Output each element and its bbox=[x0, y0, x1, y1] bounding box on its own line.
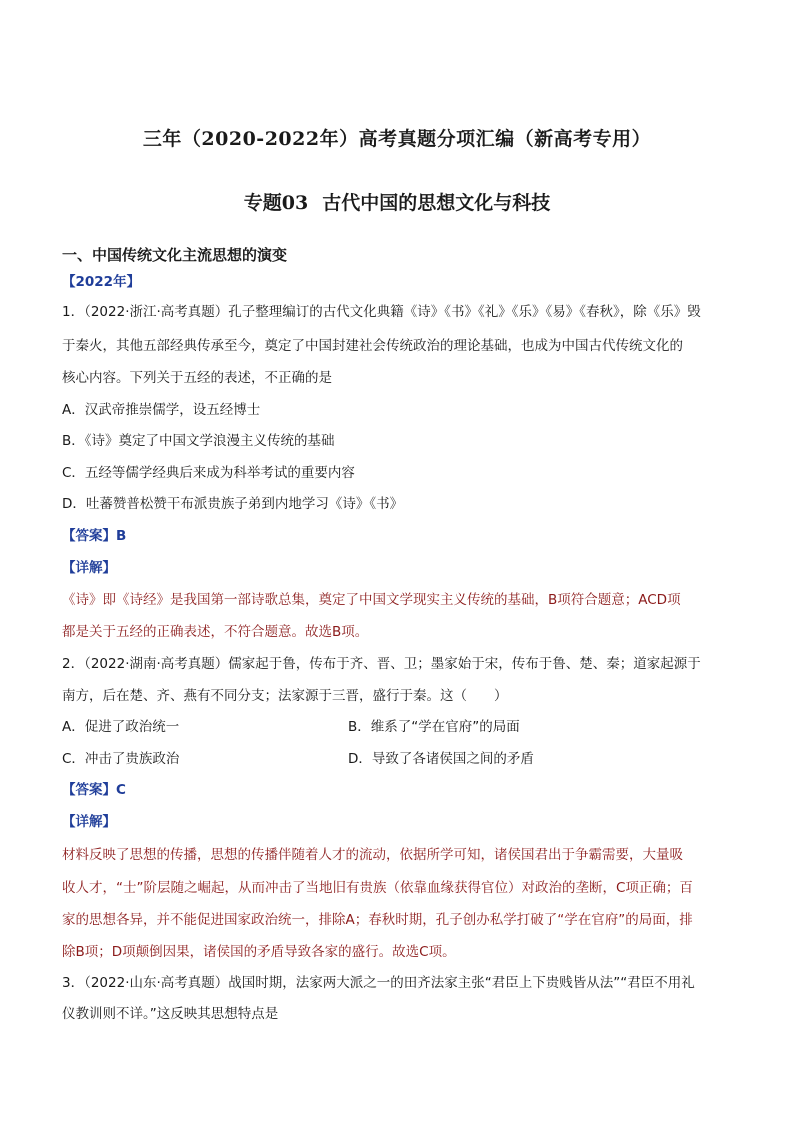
q2-detail-line4: 除B项；D项颠倒因果，诸侯国的矛盾导致各家的盛行。故选C项。 bbox=[62, 944, 456, 960]
q2-option-c: C．冲击了贵族政治 bbox=[62, 751, 180, 767]
q1-option-d: D．吐蕃赞普松赞干布派贵族子弟到内地学习《诗》《书》 bbox=[62, 496, 404, 512]
q1-stem-line3: 核心内容。下列关于五经的表述，不正确的是 bbox=[62, 370, 332, 386]
topic-name: 古代中国的思想文化与科技 bbox=[322, 192, 551, 214]
q2-option-d: D．导致了各诸侯国之间的矛盾 bbox=[348, 751, 534, 767]
q2-detail-line2: 收人才，“士”阶层随之崛起，从而冲击了当地旧有贵族（依靠血缘获得官位）对政治的垄断，C项正确；百 bbox=[62, 880, 693, 896]
year-tag: 【2022年】 bbox=[62, 274, 141, 290]
q1-detail-line1: 《诗》即《诗经》是我国第一部诗歌总集，奠定了中国文学现实主义传统的基础，B项符合题意；ACD项 bbox=[62, 592, 681, 608]
q2-answer: 【答案】C bbox=[62, 782, 126, 798]
section-heading: 一、中国传统文化主流思想的演变 bbox=[62, 246, 288, 264]
document-subtitle bbox=[0, 188, 794, 215]
q1-option-a: A．汉武帝推崇儒学，设五经博士 bbox=[62, 402, 261, 418]
q2-option-b: B．维系了“学在官府”的局面 bbox=[348, 719, 520, 735]
q1-stem-line1: 1．（2022·浙江·高考真题）孔子整理编订的古代文化典籍《诗》《书》《礼》《乐》《易》《春秋》，除《乐》毁 bbox=[62, 304, 701, 320]
q2-stem-line2: 南方，后在楚、齐、燕有不同分支；法家源于三晋，盛行于秦。这（ ） bbox=[62, 688, 508, 704]
q1-detail-tag: 【详解】 bbox=[62, 560, 116, 576]
q3-stem-line2: 仪教训则不详。”这反映其思想特点是 bbox=[62, 1006, 279, 1022]
q2-stem-line1: 2．（2022·湖南·高考真题）儒家起于鲁，传布于齐、晋、卫；墨家始于宋，传布于鲁、楚、秦；道家起源于 bbox=[62, 656, 701, 672]
q1-option-b: B．《诗》奠定了中国文学浪漫主义传统的基础 bbox=[62, 433, 335, 449]
q3-stem-line1: 3．（2022·山东·高考真题）战国时期，法家两大派之一的田齐法家主张“君臣上下贵贱皆从法”“君臣不用礼 bbox=[62, 975, 695, 991]
q1-stem-line2: 于秦火，其他五部经典传承至今，奠定了中国封建社会传统政治的理论基础，也成为中国古代传统文化的 bbox=[62, 338, 683, 354]
q2-detail-line3: 家的思想各异，并不能促进国家政治统一，排除A；春秋时期，孔子创办私学打破了“学在官府”的局面，排 bbox=[62, 912, 693, 928]
q1-option-c: C．五经等儒学经典后来成为科举考试的重要内容 bbox=[62, 465, 355, 481]
q1-detail-line2: 都是关于五经的正确表述，不符合题意。故选B项。 bbox=[62, 624, 369, 640]
topic-number: 专题03 bbox=[243, 192, 309, 214]
document-title: 三年（2020-2022年）高考真题分项汇编（新高考专用） bbox=[142, 128, 652, 150]
q2-option-a: A．促进了政治统一 bbox=[62, 719, 180, 735]
q2-detail-line1: 材料反映了思想的传播，思想的传播伴随着人才的流动，依据所学可知，诸侯国君出于争霸需要，大量吸 bbox=[62, 847, 683, 863]
q1-answer: 【答案】B bbox=[62, 528, 127, 544]
q2-detail-tag: 【详解】 bbox=[62, 814, 116, 830]
